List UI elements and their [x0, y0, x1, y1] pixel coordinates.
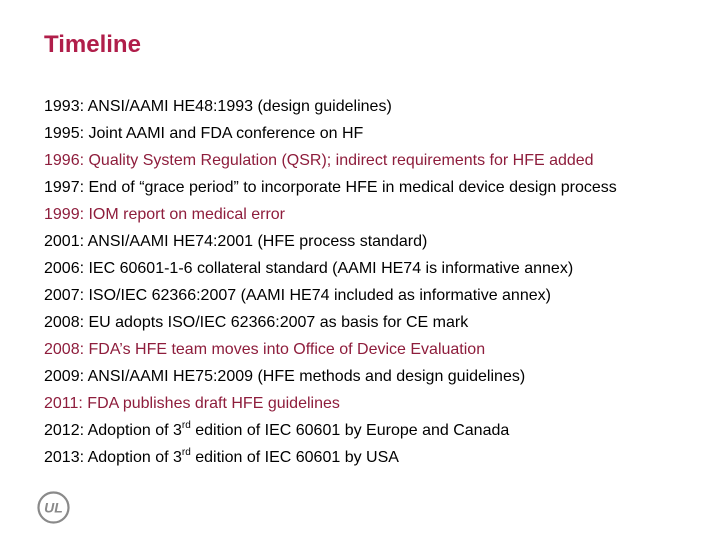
timeline-item-text: 2013: Adoption of 3 — [44, 449, 182, 466]
timeline-item: 2011: FDA publishes draft HFE guidelines — [44, 395, 340, 412]
timeline-item: 1996: Quality System Regulation (QSR); indirect requirements for HFE added — [44, 152, 594, 169]
slide-title: Timeline — [44, 31, 141, 58]
ordinal-superscript: rd — [181, 446, 191, 458]
timeline-item: 2008: EU adopts ISO/IEC 62366:2007 as basis for CE mark — [44, 314, 469, 331]
timeline-item: 1997: End of “grace period” to incorporate HFE in medical device design process — [44, 179, 617, 196]
timeline-item-text: edition of IEC 60601 by USA — [190, 449, 399, 466]
timeline-item: 1999: IOM report on medical error — [44, 206, 285, 223]
ordinal-superscript: rd — [181, 419, 191, 431]
timeline-item: 2008: FDA’s HFE team moves into Office of Device Evaluation — [44, 341, 486, 358]
timeline-item: 2009: ANSI/AAMI HE75:2009 (HFE methods and design guidelines) — [44, 368, 526, 385]
ul-logo-icon — [37, 491, 70, 524]
timeline-item-text: edition of IEC 60601 by Europe and Canada — [190, 422, 510, 439]
timeline-item: 1993: ANSI/AAMI HE48:1993 (design guidelines) — [44, 98, 392, 115]
timeline-item: 2006: IEC 60601-1-6 collateral standard (AAMI HE74 is informative annex) — [44, 260, 574, 277]
timeline-item — [44, 444, 617, 471]
timeline-item: 2007: ISO/IEC 62366:2007 (AAMI HE74 included as informative annex) — [44, 287, 551, 304]
logo-text: UL — [44, 499, 63, 516]
timeline-item-text: 2012: Adoption of 3 — [44, 422, 182, 439]
timeline-list — [44, 93, 617, 471]
timeline-item — [44, 417, 617, 444]
timeline-item: 1995: Joint AAMI and FDA conference on HF — [44, 125, 364, 142]
timeline-item: 2001: ANSI/AAMI HE74:2001 (HFE process standard) — [44, 233, 428, 250]
